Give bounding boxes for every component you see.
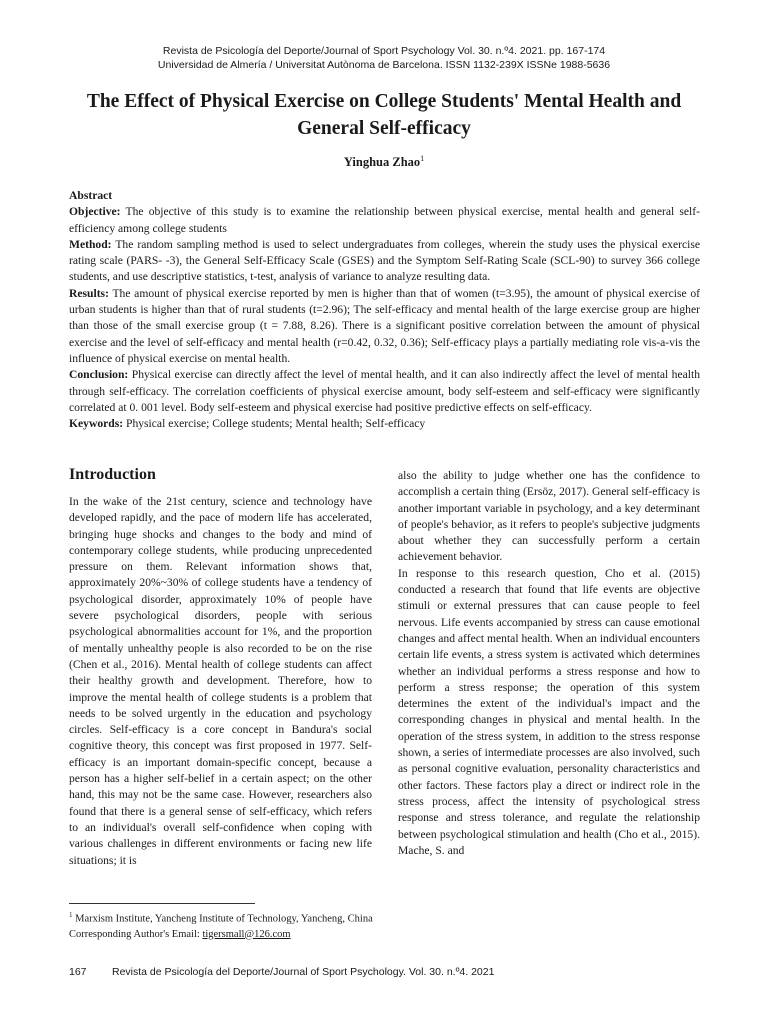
page-footer [69, 966, 700, 978]
left-column [69, 494, 372, 869]
abstract-conclusion [69, 367, 700, 416]
footnote-divider [69, 903, 255, 904]
intro-paragraph-right-1: also the ability to judge whether one has the confidence to accomplish a certain thing (Ersöz, 2017). General self-efficacy is another important variable in psychology, and a key determinant of people's behavior, as it refers to people's subjective judgments about whether they can successfully perform a certain achievement behavior. [398, 469, 700, 564]
objective-text: The objective of this study is to examine the relationship between physical exercise, mental health and general self-efficiency among college students [69, 205, 700, 235]
page-number: 167 [69, 966, 87, 978]
results-text: The amount of physical exercise reported by men is higher than that of women (t=3.95), the amount of physical exercise of urban students is higher than that of rural students (t=2.96); The self-efficacy and mental health of the large exercise group are higher than those of the small exercise group (t = 7.88, 8.26). There is a significant positive correlation between the amount of physical exercise and the level of self-efficacy and mental health (r=0.42, 0.32, 0.36); Self-efficacy plays a partially mediating role vis-a-vis the influence of physical exercise on mental health. [69, 286, 700, 365]
author-line [0, 154, 768, 170]
footnote-affiliation [69, 908, 569, 927]
abstract-heading: Abstract [69, 189, 113, 202]
footnote-mark: 1 [69, 911, 73, 919]
header-issn-line: Universidad de Almería / Universitat Autònoma de Barcelona. ISSN 1132-239X ISSNe 1988-5636 [157, 59, 611, 71]
conclusion-text: Physical exercise can directly affect the level of mental health, and it can also indirectly affect the level of mental health through self-efficacy. The correlation coefficients of physical exercise amount, body self-esteem and self-efficacy were significantly correlated at 0. 001 level. Body self-esteem and physical exercise had positive predictive effects on self-efficacy. [69, 368, 700, 414]
conclusion-label: Conclusion: [69, 368, 129, 382]
abstract [69, 188, 700, 432]
footnote-email [69, 927, 569, 942]
email-label: Corresponding Author's Email: [69, 928, 203, 940]
article-title: The Effect of Physical Exercise on College Students' Mental Health and General Self-efficacy [86, 91, 682, 139]
running-header [0, 44, 768, 72]
introduction-heading: Introduction [69, 466, 156, 483]
abstract-keywords [69, 416, 700, 432]
affiliation-text: Marxism Institute, Yancheng Institute of Technology, Yancheng, China [72, 913, 373, 925]
author-name: Yinghua Zhao [343, 155, 421, 170]
author-footnote-mark: 1 [420, 154, 425, 163]
method-text: The random sampling method is used to select undergraduates from colleges, wherein the study uses the physical exercise rating scale (PARS- -3), the General Self-Efficacy Scale (GSES) and the Symptom Self-Rating Scale (SCL-90) to survey 366 college students, and use descriptive statistics, t-test, analysis of variance to analyze resulting data. [69, 237, 700, 284]
footer-journal: Revista de Psicología del Deporte/Journal of Sport Psychology. Vol. 30. n.º4. 2021 [112, 966, 495, 978]
keywords-label: Keywords: [69, 417, 124, 431]
abstract-results [69, 286, 700, 367]
footnotes [69, 908, 569, 942]
intro-paragraph-left: In the wake of the 21st century, science and technology have developed rapidly, and the pace of modern life has accelerated, bringing huge shocks and changes to the body and mind of contemporary college students, while producing unprecedented pressure on them. Relevant information shows that, approximately 20%~30% of college students have a tendency of psychological disorder, approximately 10% of people have severe psychological disorders, people with serious psychological abnormalities account for 1%, and the proportion of mentally unhealthy people is also recorded to be on the rise (Chen et al., 2016). Mental health of college students can affect their healthy growth and development. Therefore, how to improve the mental health of college students is a problem that needs to be solved urgently in the education and psychology circles. Self-efficacy is a core concept in Bandura's social cognitive theory, this concept was first proposed in 1977. Self-efficacy is an important domain-specific concept, because a person has a higher self-belief in a certain aspect; on the other hand, this may not be the same case. However, researchers also found that there is a general sense of self-efficacy, which refers to an individual's overall self-confidence when coping with various challenges in different environments or facing new life situations; it is [69, 495, 372, 867]
abstract-method [69, 237, 700, 286]
results-label: Results: [69, 286, 109, 300]
right-column [398, 468, 700, 859]
header-journal-line: Revista de Psicología del Deporte/Journal of Sport Psychology Vol. 30. n.º4. 2021. pp. 167-174 [162, 45, 606, 57]
intro-paragraph-right-2: In response to this research question, Cho et al. (2015) conducted a research that found that life events are objective stimuli or external pressures that can cause people to feel nervous. Life events accompanied by stress can cause emotional changes and affect mental health. When an individual encounters certain life events, a stress system is activated which determines whether an individual performs a stress response and how to perform a stress response; the operation of this system determines the extent of the individual's impact and the corresponding changes in physical and mental health. In the operation of the stress system, in addition to the stress response shown, a series of intermediate processes are also involved, such as personal cognitive evaluation, personality characteristics and other factors. These factors play a direct or indirect role in the stress process, affect the intensity of psychological stress response and stress tolerance, and regulate the relationship between psychological stimulation and health (Cho et al., 2015). Mache, S. and [398, 566, 700, 857]
keywords-text: Physical exercise; College students; Mental health; Self-efficacy [123, 417, 426, 431]
email-link[interactable]: tigersmall@126.com [202, 928, 291, 940]
objective-label: Objective: [69, 205, 121, 219]
method-label: Method: [69, 237, 112, 251]
abstract-objective [69, 204, 700, 237]
